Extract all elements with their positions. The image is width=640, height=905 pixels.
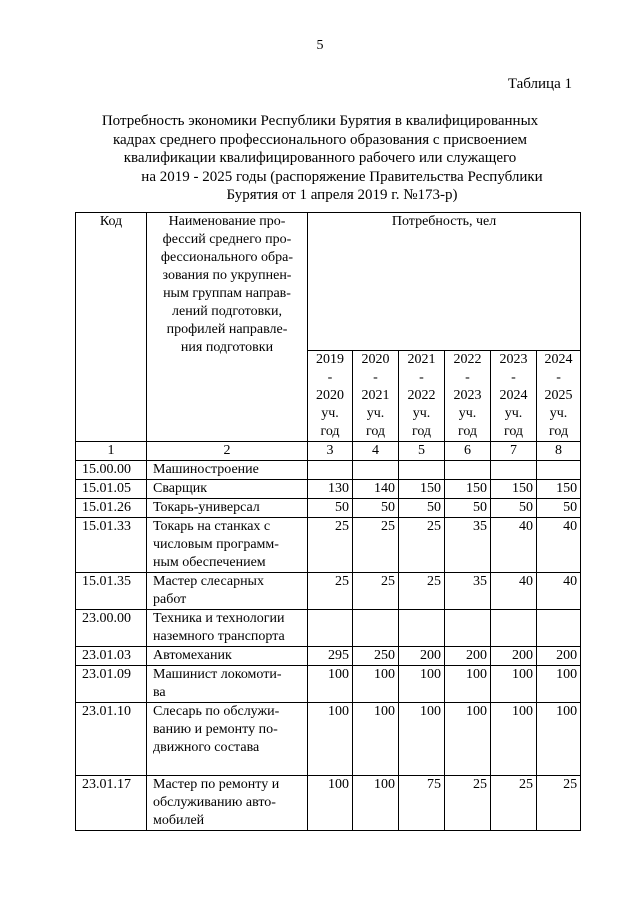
row-value: 50 (399, 499, 445, 518)
table-row (76, 647, 581, 666)
header-year (353, 351, 399, 442)
table-caption: Таблица 1 (507, 76, 572, 92)
header-name-line: ния подготовки (180, 340, 274, 355)
header-year (445, 351, 491, 442)
row-name (147, 499, 308, 518)
header-code: Код (76, 213, 147, 442)
row-name-line: обслуживанию авто- (153, 795, 276, 810)
row-name (147, 610, 308, 647)
row-code: 23.00.00 (76, 610, 147, 647)
header-year-part: уч. (412, 406, 431, 421)
row-name-line: Машиностроение (153, 462, 259, 477)
row-value (308, 610, 353, 647)
header-year-part: - (327, 370, 333, 385)
header-year-part: 2023 (499, 352, 528, 367)
header-year-part: - (511, 370, 516, 385)
row-value: 35 (445, 573, 491, 610)
row-code: 15.01.05 (76, 480, 147, 499)
row-value (537, 610, 581, 647)
row-value: 25 (399, 573, 445, 610)
header-year-part: - (465, 370, 470, 385)
row-name (147, 518, 308, 573)
row-value: 25 (308, 573, 353, 610)
table-row (76, 480, 581, 499)
column-number: 3 (308, 442, 353, 461)
row-name (147, 461, 308, 480)
row-value: 250 (353, 647, 399, 666)
row-value: 35 (445, 518, 491, 573)
header-year-part: уч. (321, 406, 339, 421)
row-value: 100 (308, 666, 353, 703)
title-line: квалификации квалифицированного рабочего или служащего (123, 150, 517, 166)
row-name-line: Техника и технологии (153, 611, 285, 626)
row-value: 150 (399, 480, 445, 499)
header-year-part: 2019 (316, 352, 344, 367)
row-name-line (153, 757, 304, 775)
header-year-part: год (503, 424, 524, 439)
demand-table (75, 212, 581, 831)
row-value: 200 (445, 647, 491, 666)
header-year-part: 2023 (453, 388, 482, 403)
row-value: 50 (491, 499, 537, 518)
table-row (76, 573, 581, 610)
row-value (308, 461, 353, 480)
row-value (399, 610, 445, 647)
header-year-part: 2022 (453, 352, 482, 367)
row-name (147, 703, 308, 776)
row-name-line: наземного транспорта (153, 629, 285, 644)
row-value: 50 (445, 499, 491, 518)
row-value: 100 (399, 703, 445, 776)
header-name-line: зования по укрупнен- (162, 268, 292, 283)
row-value: 25 (445, 776, 491, 831)
row-name-line: ным обеспечением (153, 555, 266, 570)
row-value (445, 610, 491, 647)
row-name-line: Автомеханик (153, 648, 232, 663)
row-value: 25 (308, 518, 353, 573)
title-line: на 2019 - 2025 годы (распоряжение Правительства Республики (141, 168, 543, 185)
row-value: 75 (399, 776, 445, 831)
row-value: 25 (353, 518, 399, 573)
header-name-line: фессий среднего про- (162, 232, 292, 247)
row-value: 200 (537, 647, 581, 666)
row-value: 140 (353, 480, 399, 499)
row-value: 100 (308, 776, 353, 831)
column-number: 5 (399, 442, 445, 461)
header-year-part: 2020 (316, 388, 344, 403)
header-year-part: год (320, 424, 340, 439)
row-value: 100 (445, 703, 491, 776)
title-line: Потребность экономики Республики Бурятия в квалифицированных (101, 113, 539, 129)
row-value: 25 (537, 776, 581, 831)
header-year-part: уч. (549, 406, 568, 421)
row-value: 40 (537, 573, 581, 610)
row-name-line: движного состава (153, 740, 260, 755)
row-name (147, 776, 308, 831)
row-value: 100 (445, 666, 491, 703)
row-name-line: ванию и ремонту по- (153, 722, 278, 737)
header-year-part: уч. (504, 406, 523, 421)
row-value: 130 (308, 480, 353, 499)
row-name-line: мобилей (153, 813, 205, 828)
row-value: 25 (491, 776, 537, 831)
header-name-line: Наименование про- (168, 214, 286, 229)
row-value (353, 610, 399, 647)
header-year-part: 2025 (544, 388, 573, 403)
row-value: 100 (308, 703, 353, 776)
row-value: 100 (537, 703, 581, 776)
row-value: 25 (353, 573, 399, 610)
row-value: 100 (537, 666, 581, 703)
header-year (308, 351, 353, 442)
row-name (147, 573, 308, 610)
header-year-part: год (411, 424, 432, 439)
row-value: 150 (537, 480, 581, 499)
header-year-part: уч. (458, 406, 477, 421)
row-code: 15.01.33 (76, 518, 147, 573)
column-number: 1 (76, 442, 147, 461)
table-row (76, 518, 581, 573)
row-value: 295 (308, 647, 353, 666)
row-value (445, 461, 491, 480)
header-year-part: год (548, 424, 569, 439)
header-year-part: 2021 (407, 352, 436, 367)
row-name (147, 480, 308, 499)
header-year-part: год (457, 424, 478, 439)
title-line: Бурятия от 1 апреля 2019 г. №173-р) (226, 187, 458, 203)
row-value: 50 (537, 499, 581, 518)
row-name-line: Сварщик (153, 481, 208, 496)
row-value (353, 461, 399, 480)
row-code: 23.01.10 (76, 703, 147, 776)
header-name-line: лений подготовки, (172, 304, 282, 319)
row-value: 50 (308, 499, 353, 518)
row-value (537, 461, 581, 480)
header-name-line: фессионального обра- (160, 250, 294, 265)
header-year-part: год (365, 424, 386, 439)
row-name (147, 647, 308, 666)
row-name-line: Мастер по ремонту и (153, 777, 280, 792)
row-value: 25 (399, 518, 445, 573)
row-value: 50 (353, 499, 399, 518)
table-row (76, 461, 581, 480)
row-value: 150 (445, 480, 491, 499)
header-year-part: - (373, 370, 378, 385)
row-name-line: ва (153, 685, 166, 700)
header-year-part: - (419, 370, 424, 385)
row-value: 100 (353, 703, 399, 776)
table-row (76, 703, 581, 776)
row-value: 40 (491, 518, 537, 573)
row-code: 15.01.35 (76, 573, 147, 610)
row-code: 23.01.17 (76, 776, 147, 831)
column-number: 2 (147, 442, 308, 461)
row-name-line: работ (153, 592, 187, 607)
row-code: 23.01.09 (76, 666, 147, 703)
row-value: 40 (491, 573, 537, 610)
header-year-part: 2022 (407, 388, 436, 403)
header-year (537, 351, 581, 442)
row-value: 100 (353, 666, 399, 703)
row-value (491, 461, 537, 480)
row-value: 200 (491, 647, 537, 666)
row-value: 40 (537, 518, 581, 573)
header-year (491, 351, 537, 442)
header-row (76, 213, 581, 351)
table-row (76, 776, 581, 831)
row-value (491, 610, 537, 647)
row-code: 15.01.26 (76, 499, 147, 518)
header-name-line: профилей направле- (166, 322, 288, 337)
row-name-line: числовым программ- (153, 537, 279, 552)
header-year-part: уч. (366, 406, 385, 421)
column-number-row (76, 442, 581, 461)
table-row (76, 666, 581, 703)
header-year-part: 2024 (544, 352, 573, 367)
header-demand: Потребность, чел (308, 213, 581, 351)
row-code: 23.01.03 (76, 647, 147, 666)
column-number: 8 (537, 442, 581, 461)
column-number: 6 (445, 442, 491, 461)
header-year-part: - (556, 370, 561, 385)
header-year-part: 2021 (361, 388, 390, 403)
title-line: кадрах среднего профессионального образования с присвоением (112, 131, 528, 148)
row-value: 100 (353, 776, 399, 831)
header-name (147, 213, 308, 442)
column-number: 4 (353, 442, 399, 461)
row-value: 150 (491, 480, 537, 499)
row-value: 100 (399, 666, 445, 703)
table-title (60, 112, 580, 205)
row-name-line: Мастер слесарных (153, 574, 264, 589)
header-year (399, 351, 445, 442)
row-name-line: Слесарь по обслужи- (153, 704, 280, 719)
row-value: 200 (399, 647, 445, 666)
page-number: 5 (316, 38, 324, 53)
table-row (76, 610, 581, 647)
row-name-line: Машинист локомоти- (153, 667, 282, 682)
row-value (399, 461, 445, 480)
column-number: 7 (491, 442, 537, 461)
header-year-part: 2024 (499, 388, 528, 403)
row-name-line: Токарь на станках с (153, 519, 271, 534)
header-name-line: ным группам направ- (163, 286, 291, 301)
table-row (76, 499, 581, 518)
header-year-part: 2020 (361, 352, 390, 367)
row-value: 100 (491, 703, 537, 776)
row-code: 15.00.00 (76, 461, 147, 480)
row-name-line: Токарь-универсал (153, 500, 260, 515)
row-name (147, 666, 308, 703)
row-value: 100 (491, 666, 537, 703)
